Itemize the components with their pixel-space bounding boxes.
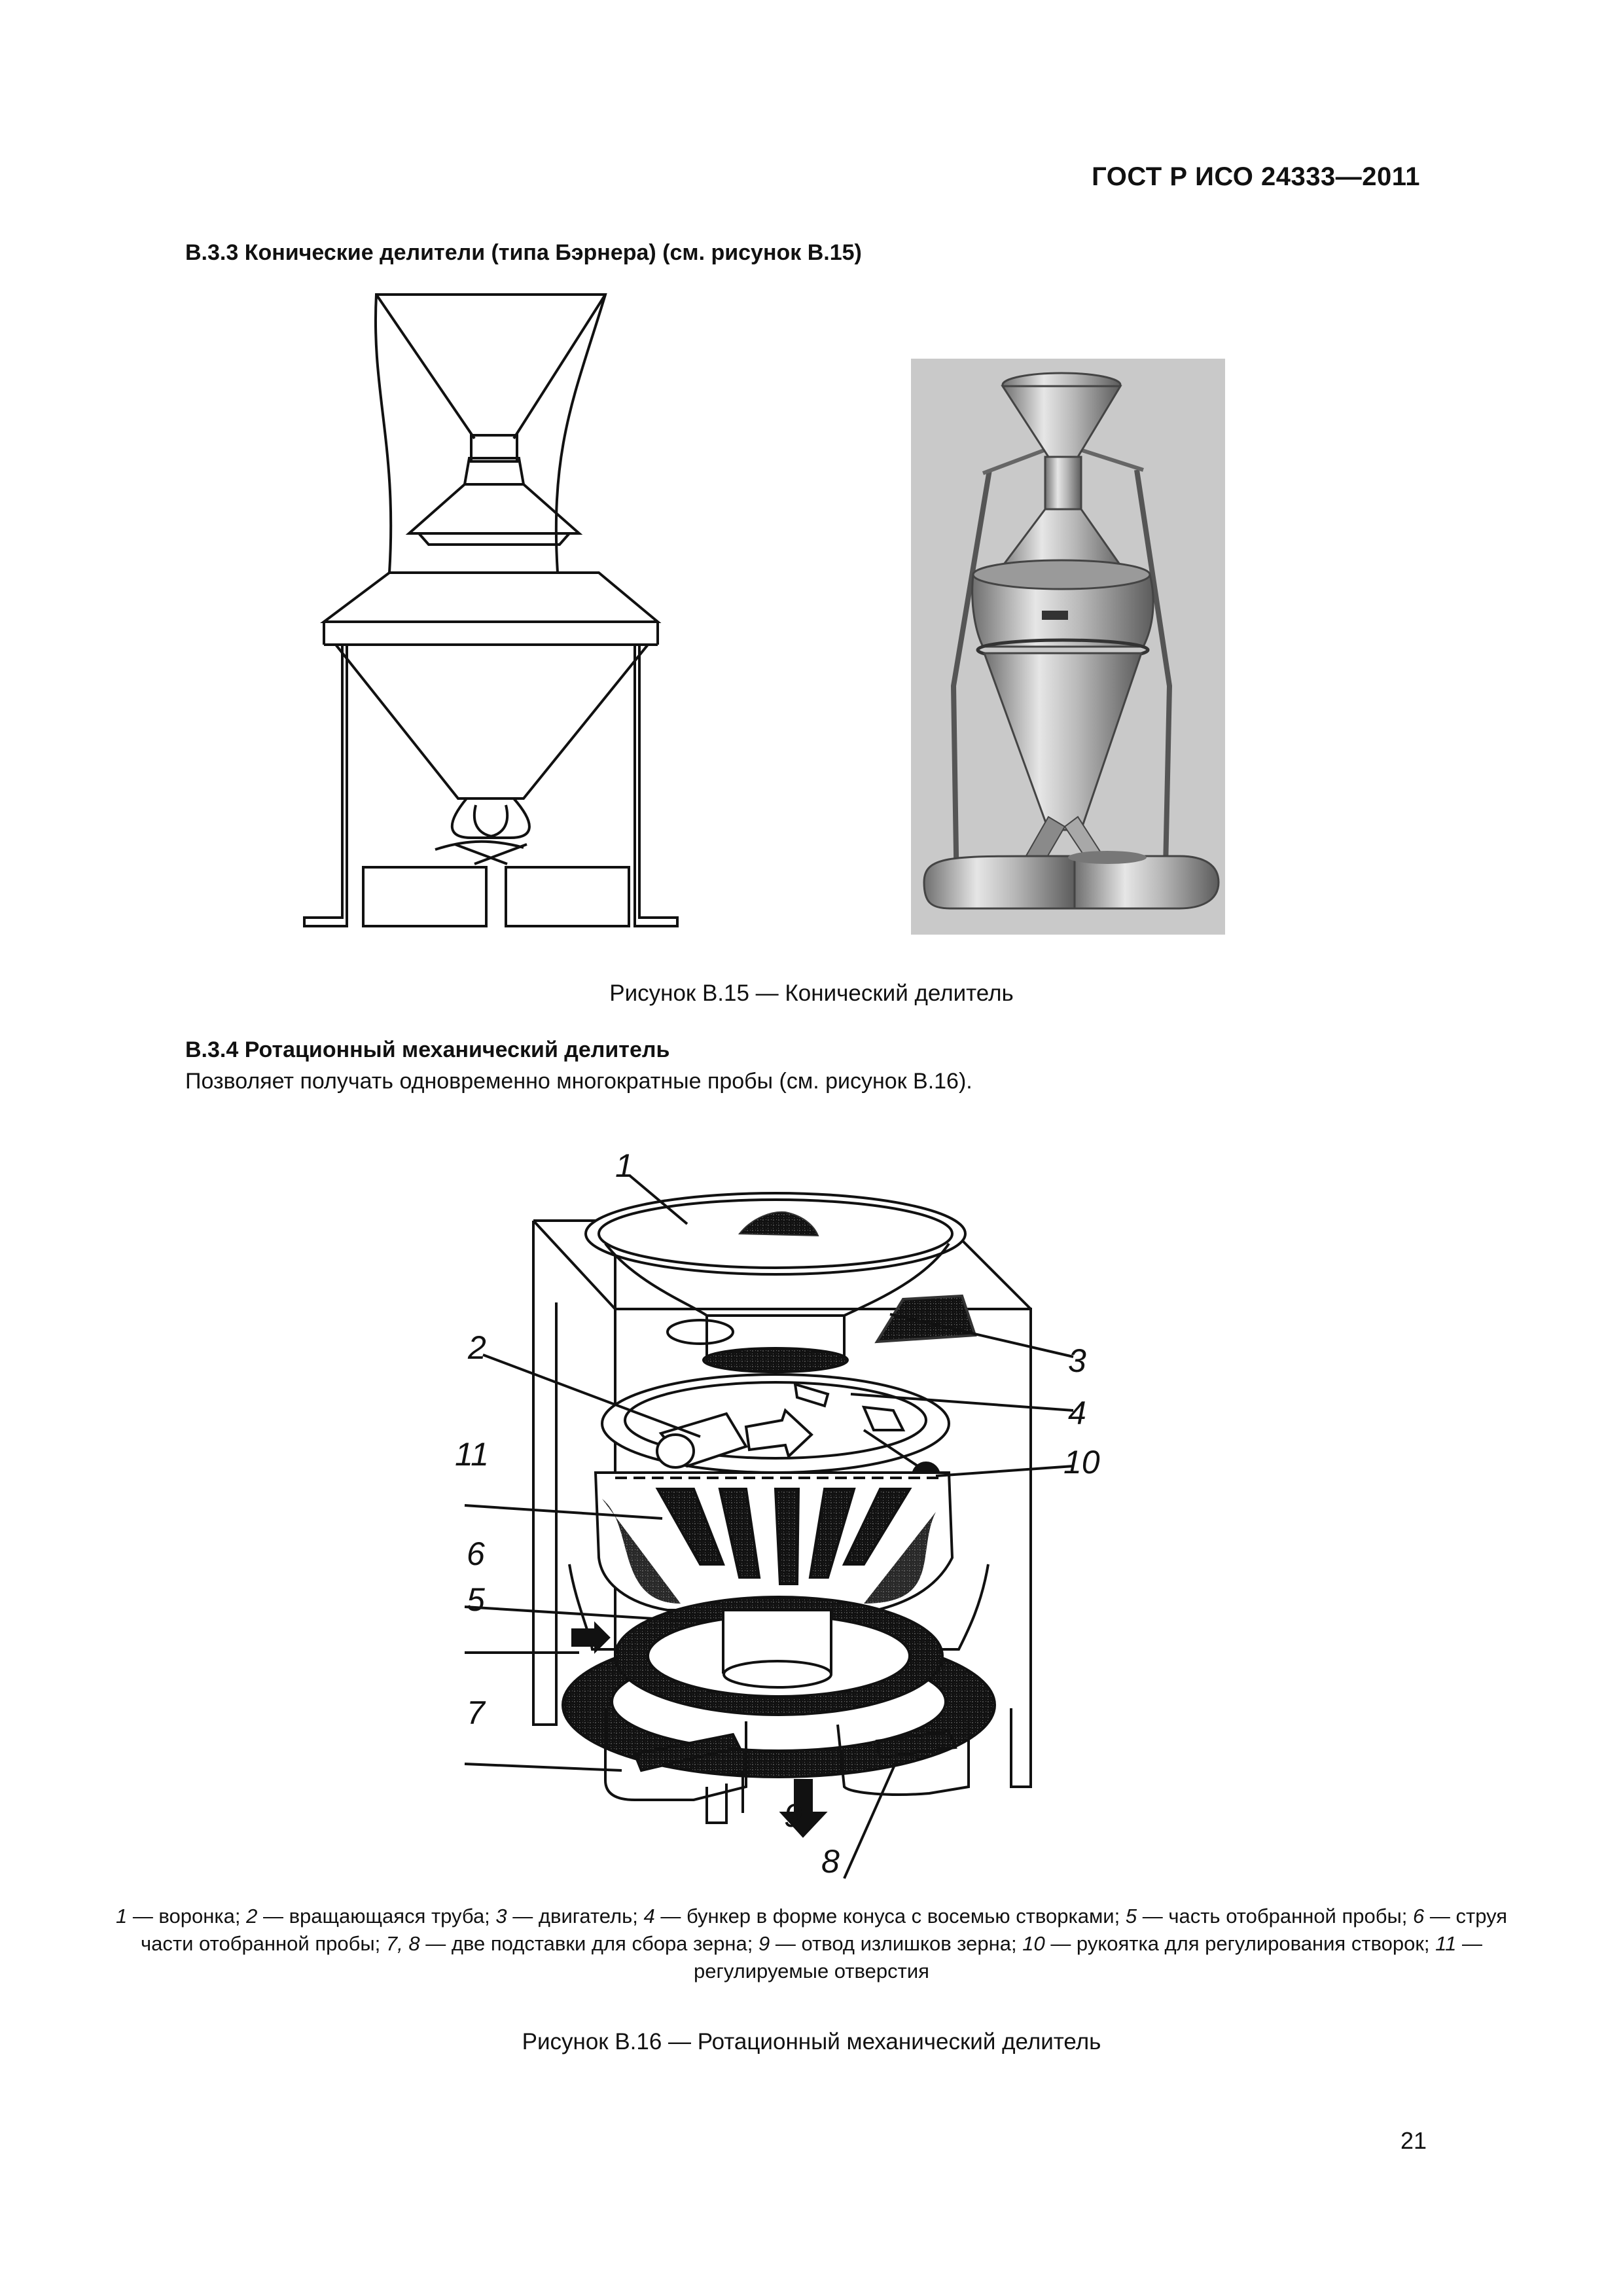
- callout-4: 4: [1068, 1395, 1086, 1431]
- section-b34-text: Позволяет получать одновременно многократные пробы (см. рисунок В.16).: [185, 1069, 972, 1094]
- legend-entry: 9 — отвод излишков зерна;: [758, 1932, 1023, 1955]
- legend-entry: 6 — струя части отобранной пробы;: [141, 1905, 1508, 1955]
- page-number: 21: [1400, 2127, 1427, 2154]
- callout-1: 1: [615, 1147, 633, 1184]
- callout-9: 9: [784, 1797, 802, 1834]
- legend-entry: 5 — часть отобранной пробы;: [1125, 1905, 1414, 1928]
- callout-6: 6: [467, 1535, 485, 1572]
- cone-divider-photo: [911, 359, 1225, 935]
- callout-7: 7: [467, 1695, 485, 1731]
- callout-2: 2: [468, 1329, 486, 1366]
- callout-3: 3: [1068, 1342, 1086, 1379]
- legend-entry: 3 — двигатель;: [495, 1905, 644, 1928]
- figure-b15-caption: Рисунок В.15 — Конический делитель: [609, 980, 1014, 1006]
- rotary-divider-diagram: [419, 1132, 1152, 1885]
- legend-entry: 1 — воронка;: [115, 1905, 247, 1928]
- legend-entry: 4 — бункер в форме конуса с восемью створками;: [643, 1905, 1126, 1928]
- callout-8: 8: [821, 1843, 840, 1880]
- callout-11: 11: [455, 1436, 489, 1473]
- legend-entry: 7, 8 — две подставки для сбора зерна;: [385, 1932, 758, 1955]
- cone-divider-line-drawing: [298, 288, 690, 949]
- callout-5: 5: [467, 1581, 485, 1618]
- section-b33-heading: В.3.3 Конические делители (типа Бэрнера) (см. рисунок В.15): [185, 240, 862, 265]
- figure-b16-legend: [105, 1903, 1518, 1985]
- legend-entry: 10 — рукоятка для регулирования створок;: [1022, 1932, 1436, 1955]
- figure-b16-caption: Рисунок В.16 — Ротационный механический делитель: [522, 2029, 1101, 2054]
- legend-entry: 2 — вращающаяся труба;: [246, 1905, 496, 1928]
- section-b34-heading: В.3.4 Ротационный механический делитель: [185, 1037, 670, 1062]
- legend-entry: 11 — регулируемые отверстия: [694, 1932, 1482, 1982]
- document-id: ГОСТ Р ИСО 24333—2011: [1092, 162, 1420, 191]
- callout-10: 10: [1063, 1444, 1100, 1480]
